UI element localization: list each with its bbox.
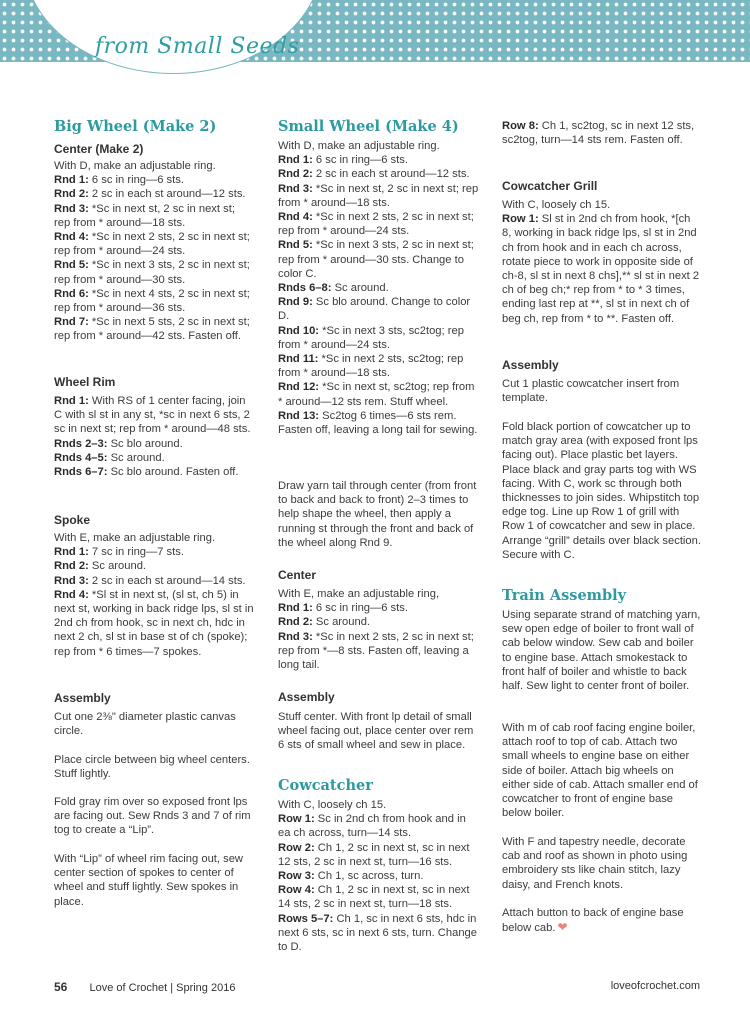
intro-text: With E, make an adjustable ring, — [278, 588, 440, 600]
row-text: *Sc in next 3 sts, 2 sc in next st; rep from * around—30 sts. — [54, 259, 250, 286]
footer-left — [54, 980, 235, 994]
small-wheel-center-heading: Center — [278, 568, 317, 582]
paragraph-text: Attach button to back of engine base below cab. — [502, 907, 684, 935]
row-label: Rnd 1: — [278, 602, 313, 615]
row-label: Rnd 4: — [54, 588, 89, 601]
row-text: Sc around. — [331, 282, 389, 295]
row-text: Ch 1, sc in next 6 sts, hdc in next 6 sts, sc in next 6 sts, turn. Change to D. — [278, 912, 477, 954]
row-text: *Sc in next 2 sts, 2 sc in next st; rep from * around—24 sts. — [278, 211, 474, 238]
row-label: Row 1: — [278, 813, 315, 826]
issue-label: | Spring 2016 — [167, 982, 236, 994]
spoke-heading: Spoke — [54, 513, 91, 527]
intro-text: With D, make an adjustable ring. — [54, 160, 216, 172]
row-text: Ch 1, 2 sc in next st, sc in next 12 sts, 2 sc in next st, turn—16 sts. — [278, 841, 470, 868]
row-label: Rnd 4: — [278, 211, 313, 224]
small-wheel-assembly-heading: Assembly — [278, 690, 335, 704]
big-wheel-center-instructions — [54, 159, 254, 344]
row-text: *Sc in next 2 sts, sc2tog; rep from * around—18 sts. — [278, 353, 464, 380]
cowcatcher-grill-instructions — [502, 198, 702, 326]
row-text: 2 sc in each st around—12 sts. — [88, 188, 246, 201]
row-text: *Sc in next 2 sts, 2 sc in next st; rep from * around—24 sts. — [54, 231, 250, 258]
row-label: Rnd 2: — [54, 560, 89, 573]
small-wheel-title: Small Wheel (Make 4) — [278, 118, 459, 135]
cowcatcher-instructions — [278, 798, 480, 954]
intro-text: With E, make an adjustable ring. — [54, 532, 216, 544]
page-number: 56 — [54, 980, 68, 994]
row-label: Rnd 2: — [278, 616, 313, 629]
row-text: *Sc in next st, 2 sc in next st; rep from * around—18 sts. — [278, 182, 479, 209]
header-tagline: from Small Seeds — [95, 34, 300, 59]
row-text: *Sc in next 4 sts, 2 sc in next st; rep from * around—36 sts. — [54, 287, 250, 315]
row-label: Rnd 2: — [278, 168, 313, 181]
row-label: Rows 5–7: — [278, 912, 334, 925]
row-label: Rnd 11: — [278, 353, 319, 366]
train-assembly-p2: With m of cab roof facing engine boiler, attach roof to top of cab. Attach two small wheels to engine base on either side of boiler. Attach big wheels on either side of cab. Attach smaller end of cowcatcher to front of engine base below boiler. — [502, 722, 698, 820]
row-text: Sl st in 2nd ch from hook, *[ch 8, working in back ridge lps, sl st in 2nd ch from hook and in each ch across, rotate piece to work in opposite side of ch-8, sl st in next 8 chs],** sl st in next 2 ch of beg ch;* rep from * to * 3 times, ending last rep at **, sl st in next ch of beg ch, rep from * to **. Fasten off. — [502, 213, 700, 325]
big-wheel-assembly-p3: Fold gray rim over so exposed front lps are facing out. Sew Rnds 3 and 7 of rim tog to create a “Lip”. — [54, 796, 251, 837]
row-text: *Sc in next st, sc2tog; rep from * around—12 sts rem. Stuff wheel. — [278, 381, 475, 408]
footer-website: loveofcrochet.com — [610, 980, 700, 992]
train-assembly-p4 — [502, 906, 704, 935]
row-text: Sc blo around. — [107, 437, 183, 450]
row-label: Rnds 6–7: — [54, 466, 108, 479]
train-assembly-p3: With F and tapestry needle, decorate cab and roof as shown in photo using embroidery sts like chain stitch, lazy daisy, and French knots. — [502, 836, 688, 891]
cowcatcher-assembly-p2: Fold black portion of cowcatcher up to match gray area (with exposed front lps facing out). Place plastic bet layers. Place black and gray parts tog with WS facing. With C, work sc through both thicknesses to join sides. Whipstitch top edge tog. Line up Row 1 of grill with Row 1 of cowcatcher and sew in place. Arrange “grill” details over black section. Secure with C. — [502, 421, 701, 561]
row-text: Ch 1, sc2tog, sc in next 12 sts, sc2tog, turn—14 sts rem. Fasten off. — [502, 120, 695, 147]
cowcatcher-title: Cowcatcher — [278, 777, 373, 794]
row-text: 2 sc in each st around—14 sts. — [88, 574, 246, 587]
row-label: Rnd 10: — [278, 324, 320, 337]
cowcatcher-row-8 — [502, 119, 704, 147]
row-label: Rnd 4: — [54, 231, 89, 244]
small-wheel-shaping-paragraph: Draw yarn tail through center (from front to back and back to front) 2–3 times to help shape the wheel, then apply a running st through the front and back of the wheel along Rnd 9. — [278, 480, 477, 549]
row-text: *Sc in next 3 sts, sc2tog; rep from * around—24 sts. — [278, 324, 464, 351]
cowcatcher-assembly-p1: Cut 1 plastic cowcatcher insert from template. — [502, 378, 680, 405]
big-wheel-title: Big Wheel (Make 2) — [54, 118, 217, 135]
train-assembly-title: Train Assembly — [502, 587, 627, 604]
small-wheel-instructions — [278, 139, 480, 437]
row-label: Rnd 2: — [54, 188, 89, 201]
row-text: Sc blo around. Fasten off. — [107, 466, 239, 479]
row-text: With RS of 1 center facing, join C with sl st in any st, *sc in next 6 sts, 2 sc in next st; rep from * around—48 sts. — [54, 395, 251, 436]
small-wheel-center-instructions — [278, 587, 480, 672]
intro-text: With C, loosely ch 15. — [278, 799, 387, 811]
spoke-instructions — [54, 531, 256, 659]
row-label: Row 2: — [278, 841, 315, 854]
row-label: Row 4: — [278, 884, 315, 897]
row-text: Sc in 2nd ch from hook and in ea ch across, turn—14 sts. — [278, 813, 466, 840]
row-text: 2 sc in each st around—12 sts. — [312, 168, 470, 181]
row-label: Row 3: — [278, 870, 315, 883]
row-text: 6 sc in ring—6 sts. — [88, 174, 184, 187]
intro-text: With D, make an adjustable ring. — [278, 140, 440, 152]
row-text: *Sl st in next st, (sl st, ch 5) in next st, working in back ridge lps, sl st in 2nd ch from hook, sc in next ch, hdc in next 2 ch, sl st in base st of ch (spoke); rep from * 6 times—7 spokes. — [54, 588, 254, 658]
row-label: Rnds 4–5: — [54, 451, 108, 464]
big-wheel-center-heading: Center (Make 2) — [54, 142, 144, 156]
intro-text: With C, loosely ch 15. — [502, 199, 611, 211]
row-label: Rnd 3: — [278, 630, 313, 643]
wheel-rim-instructions — [54, 394, 254, 479]
row-label: Rnd 7: — [54, 316, 89, 329]
row-label: Rnd 1: — [54, 546, 89, 559]
big-wheel-assembly-p2: Place circle between big wheel centers. Stuff lightly. — [54, 754, 250, 781]
row-label: Row 1: — [502, 213, 539, 226]
row-text: Sc2tog 6 times—6 sts rem. Fasten off, leaving a long tail for sewing. — [278, 409, 478, 437]
row-label: Row 8: — [502, 120, 539, 132]
row-text: *Sc in next st, 2 sc in next st; rep from * around—18 sts. — [54, 202, 235, 229]
row-text: 6 sc in ring—6 sts. — [312, 154, 408, 167]
row-text: Ch 1, sc across, turn. — [314, 870, 424, 883]
magazine-title: Love of Crochet — [89, 982, 168, 994]
heart-icon: ❤ — [557, 920, 568, 935]
row-text: 7 sc in ring—7 sts. — [88, 546, 184, 559]
row-label: Rnd 1: — [54, 395, 89, 407]
row-label: Rnd 3: — [54, 574, 89, 587]
row-text: Sc blo around. Change to color D. — [278, 296, 471, 323]
row-text: *Sc in next 2 sts, 2 sc in next st; rep from *—8 sts. Fasten off, leaving a long tail. — [278, 630, 474, 672]
row-text: Sc around. — [88, 560, 147, 573]
train-assembly-p1: Using separate strand of matching yarn, sew open edge of boiler to front wall of cab below window. Sew cab and boiler to engine base. Attach smokestack to front half of boiler and whistle to back half. Sew light to center front of boiler. — [502, 609, 701, 693]
big-wheel-assembly-heading: Assembly — [54, 691, 111, 705]
row-label: Rnd 3: — [54, 202, 89, 215]
big-wheel-assembly-p4: With “Lip” of wheel rim facing out, sew center section of spokes to center of wheel and stuff lightly. Sew spokes in place. — [54, 853, 244, 908]
row-text: *Sc in next 3 sts, 2 sc in next st; rep from * around—30 sts. Change to color C. — [278, 239, 474, 280]
row-text: *Sc in next 5 sts, 2 sc in next st; rep from * around—42 sts. Fasten off. — [54, 316, 250, 343]
row-label: Rnd 1: — [54, 174, 89, 187]
cowcatcher-grill-heading: Cowcatcher Grill — [502, 179, 598, 193]
row-text: Sc around. — [312, 616, 371, 629]
row-label: Rnd 13: — [278, 409, 320, 422]
row-label: Rnd 5: — [278, 239, 313, 252]
wheel-rim-heading: Wheel Rim — [54, 375, 116, 389]
row-label: Rnd 5: — [54, 259, 89, 272]
row-label: Rnds 2–3: — [54, 437, 108, 450]
row-text: Sc around. — [107, 451, 165, 464]
row-label: Rnd 1: — [278, 154, 313, 167]
cowcatcher-assembly-heading: Assembly — [502, 358, 559, 372]
row-label: Rnd 3: — [278, 182, 313, 195]
row-text: Ch 1, 2 sc in next st, sc in next 14 sts, 2 sc in next st, turn—18 sts. — [278, 884, 470, 911]
row-text: 6 sc in ring—6 sts. — [312, 602, 408, 615]
row-label: Rnds 6–8: — [278, 282, 332, 295]
row-label: Rnd 9: — [278, 296, 313, 309]
big-wheel-assembly-p1: Cut one 2⅜" diameter plastic canvas circle. — [54, 711, 236, 738]
small-wheel-assembly-paragraph: Stuff center. With front lp detail of small wheel facing out, place center over rem 6 sts of small wheel and sew in place. — [278, 711, 474, 752]
row-label: Rnd 12: — [278, 381, 320, 394]
row-label: Rnd 6: — [54, 287, 89, 300]
